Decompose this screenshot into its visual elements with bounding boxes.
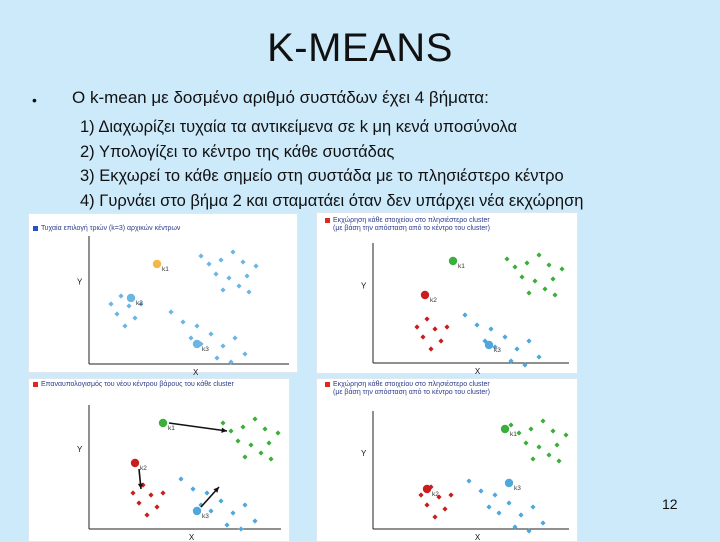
data-point (496, 510, 501, 515)
data-point (262, 426, 267, 431)
data-point (148, 492, 153, 497)
cluster-center (501, 425, 509, 433)
x-axis-label: X (188, 533, 195, 542)
data-point (556, 458, 561, 463)
data-point (438, 338, 443, 343)
data-point (536, 444, 541, 449)
panel-caption-text: Επαναυπολογισμός του νέου κέντρου βάρους του κάθε cluster (41, 381, 234, 388)
data-point (220, 287, 225, 292)
data-point (220, 343, 225, 348)
data-point (502, 334, 507, 339)
cluster-center (159, 419, 167, 427)
data-point (244, 273, 249, 278)
step-item: 4) Γυρνάει στο βήμα 2 και σταματάει όταν δεν υπάρχει νέα εκχώρηση (80, 191, 584, 210)
center-label: k1 (510, 431, 517, 438)
panel-caption-text: Τυχαία επιλογή τριών (k=3) αρχικών κέντρων (41, 225, 181, 232)
data-point (478, 488, 483, 493)
cluster-center (449, 257, 457, 265)
x-axis-label: X (474, 367, 481, 376)
data-point (530, 456, 535, 461)
data-point (136, 500, 141, 505)
panel-initial-centers (28, 213, 298, 377)
data-point (432, 326, 437, 331)
data-point (248, 442, 253, 447)
data-point (523, 440, 528, 445)
step-item: 1) Διαχωρίζει τυχαία τα αντικείμενα σε k μη κενά υποσύνολα (80, 118, 517, 136)
data-point (530, 504, 535, 509)
scatter-plot (317, 379, 577, 541)
data-point (188, 335, 193, 340)
center-label: k2 (430, 297, 437, 304)
data-point (132, 315, 137, 320)
data-point (214, 355, 219, 360)
y-axis-label: Y (77, 445, 83, 455)
data-point (122, 323, 127, 328)
center-label: k2 (432, 491, 439, 498)
panel-recompute (28, 378, 290, 542)
data-point (208, 508, 213, 513)
data-point (154, 504, 159, 509)
step-item: 2) Υπολογίζει το κέντρο της κάθε συστάδας (80, 142, 395, 161)
data-point (190, 486, 195, 491)
data-point (242, 454, 247, 459)
data-point (526, 338, 531, 343)
data-point (180, 319, 185, 324)
data-point (486, 504, 491, 509)
data-point (536, 252, 541, 257)
center-label: k3 (514, 485, 521, 492)
data-point (228, 428, 233, 433)
data-point (542, 286, 547, 291)
data-point (130, 490, 135, 495)
data-point (232, 335, 237, 340)
x-axis-label: X (193, 368, 199, 377)
step-item: 3) Εκχωρεί το κάθε σημείο στη συστάδα με το πλησιέστερο κέντρο (80, 167, 564, 185)
x-axis-label: X (474, 533, 481, 542)
steps-list (80, 115, 583, 213)
data-point (506, 500, 511, 505)
center-label: k2 (140, 465, 147, 472)
data-point (218, 257, 223, 262)
data-point (240, 424, 245, 429)
data-point (208, 331, 213, 336)
data-point (114, 311, 119, 316)
data-point (224, 522, 229, 527)
data-point (474, 322, 479, 327)
data-point (524, 260, 529, 265)
center-label: k3 (202, 513, 209, 520)
cluster-center (505, 479, 513, 487)
data-point (204, 490, 209, 495)
center-label: k3 (202, 346, 209, 353)
data-point (504, 256, 509, 261)
data-point (258, 450, 263, 455)
data-point (118, 293, 123, 298)
center-label: k3 (494, 347, 501, 354)
data-point (550, 276, 555, 281)
data-point (178, 476, 183, 481)
data-point (559, 266, 564, 271)
data-point (488, 326, 493, 331)
data-point (540, 520, 545, 525)
data-point (536, 354, 541, 359)
data-point (563, 432, 568, 437)
cluster-center (485, 341, 493, 349)
data-point (240, 259, 245, 264)
data-point (514, 346, 519, 351)
data-point (230, 510, 235, 515)
panel-caption-text-2: (με βάση την απόσταση από το κέντρο του cluster) (333, 225, 490, 232)
intro-text: Ο k-mean με δοσμένο αριθμό συστάδων έχει 4 βήματα: (72, 88, 489, 107)
data-point (235, 438, 240, 443)
cluster-center (423, 485, 431, 493)
data-point (266, 440, 271, 445)
data-point (512, 264, 517, 269)
data-point (236, 283, 241, 288)
data-point (552, 292, 557, 297)
data-point (198, 253, 203, 258)
data-point (432, 514, 437, 519)
center-label: k1 (162, 266, 169, 273)
data-point (424, 502, 429, 507)
data-point (418, 492, 423, 497)
data-point (206, 261, 211, 266)
data-point (466, 478, 471, 483)
data-point (462, 312, 467, 317)
cluster-center (131, 459, 139, 467)
data-point (144, 512, 149, 517)
data-point (424, 316, 429, 321)
data-point (516, 430, 521, 435)
data-point (108, 301, 113, 306)
data-point (519, 274, 524, 279)
panel-assign (316, 212, 578, 374)
data-point (230, 249, 235, 254)
data-point (492, 492, 497, 497)
center-label: k1 (458, 263, 465, 270)
y-axis-label: Y (361, 281, 367, 291)
data-point (442, 506, 447, 511)
cluster-center (421, 291, 429, 299)
panel-caption-text: Εκχώρηση κάθε στοιχείου στο πλησιέστερο cluster (333, 381, 490, 388)
data-point (242, 502, 247, 507)
scatter-plot (29, 214, 297, 377)
data-point (246, 289, 251, 294)
move-arrow (169, 423, 227, 431)
data-point (126, 303, 131, 308)
panel-reassign (316, 378, 578, 542)
data-point (518, 512, 523, 517)
data-point (226, 275, 231, 280)
cluster-center (153, 260, 161, 268)
y-axis-label: Y (361, 448, 367, 458)
data-point (444, 324, 449, 329)
cluster-center (193, 340, 201, 348)
data-point (268, 456, 273, 461)
scatter-plot (29, 379, 289, 541)
data-point (528, 426, 533, 431)
data-point (218, 498, 223, 503)
data-point (252, 518, 257, 523)
data-point (428, 346, 433, 351)
data-point (546, 452, 551, 457)
y-axis-label: Y (77, 277, 83, 287)
slide-title: K-MEANS (267, 26, 453, 70)
center-label: k2 (136, 300, 143, 307)
data-point (168, 309, 173, 314)
data-point (420, 334, 425, 339)
data-point (448, 492, 453, 497)
bullet-marker: • (32, 92, 37, 108)
data-point (540, 418, 545, 423)
data-point (526, 290, 531, 295)
cluster-center (127, 294, 135, 302)
data-point (194, 323, 199, 328)
panel-caption-text: Εκχώρηση κάθε στοιχείου στο πλησιέστερο cluster (333, 217, 490, 224)
center-label: k1 (168, 425, 175, 432)
data-point (242, 351, 247, 356)
data-point (532, 278, 537, 283)
cluster-center (193, 507, 201, 515)
page-number: 12 (662, 496, 678, 512)
data-point (213, 271, 218, 276)
data-point (238, 526, 243, 531)
data-point (253, 263, 258, 268)
data-point (508, 422, 513, 427)
data-point (414, 324, 419, 329)
data-point (550, 428, 555, 433)
data-point (546, 262, 551, 267)
panel-caption-text-2: (με βάση την απόσταση από το κέντρο του cluster) (333, 389, 490, 396)
scatter-plot (317, 213, 577, 376)
data-point (554, 442, 559, 447)
data-point (275, 430, 280, 435)
data-point (160, 490, 165, 495)
data-point (252, 416, 257, 421)
data-point (220, 420, 225, 425)
